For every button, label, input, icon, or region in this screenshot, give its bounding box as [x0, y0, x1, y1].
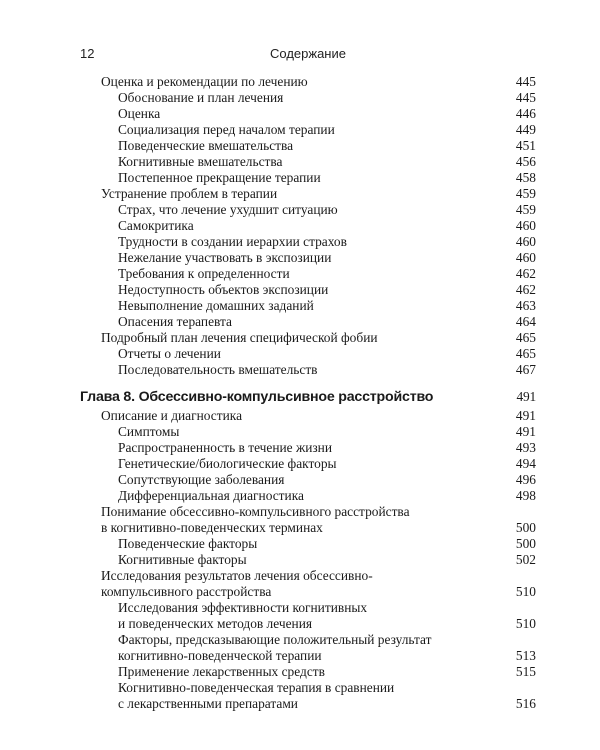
toc-entry — [80, 552, 536, 568]
toc-entry — [80, 138, 536, 154]
running-title: Содержание — [270, 46, 346, 61]
toc-entry — [80, 408, 536, 424]
toc-entry-page: 459 — [515, 202, 536, 217]
toc-entry-title: Невыполнение домашних заданий — [118, 298, 314, 313]
toc-entry-title: Самокритика — [118, 218, 194, 233]
toc-entry-title: Применение лекарственных средств — [118, 664, 325, 679]
running-header — [80, 46, 536, 64]
toc-entry-page: 515 — [515, 664, 536, 679]
toc-entry — [80, 362, 536, 378]
toc-entry-title: Постепенное прекращение терапии — [118, 170, 321, 185]
toc-entry-title: в когнитивно-поведенческих терминах — [101, 520, 323, 535]
toc-entry-page: 460 — [515, 250, 536, 265]
toc-entry — [80, 664, 536, 680]
toc-entry — [80, 106, 536, 122]
toc-entry — [80, 266, 536, 282]
toc-entry — [80, 472, 536, 488]
toc-entry-page: 491 — [515, 408, 536, 423]
toc-entry-title: Требования к определенности — [118, 266, 290, 281]
toc-entry — [80, 330, 536, 346]
toc-entry — [80, 314, 536, 330]
toc-entry-page: 467 — [515, 362, 536, 377]
toc-entry-title: Дифференциальная диагностика — [118, 488, 304, 503]
toc-entry — [80, 282, 536, 298]
toc-entry — [80, 186, 536, 202]
toc-entry-page: 491 — [516, 389, 536, 404]
toc-entry — [80, 456, 536, 472]
toc-entry — [80, 504, 536, 520]
toc-entry-title: Отчеты о лечении — [118, 346, 221, 361]
toc-entry-title: когнитивно-поведенческой терапии — [118, 648, 322, 663]
toc-entry — [80, 218, 536, 234]
toc-entry-title: с лекарственными препаратами — [118, 696, 298, 711]
toc-entry — [80, 154, 536, 170]
toc-entry-page: 451 — [515, 138, 536, 153]
toc-entry-title: Страх, что лечение ухудшит ситуацию — [118, 202, 338, 217]
toc-entry — [80, 170, 536, 186]
toc-entry-title: Подробный план лечения специфической фобии — [101, 330, 378, 345]
toc-entry-title: Распространенность в течение жизни — [118, 440, 333, 455]
toc-entry — [80, 520, 536, 536]
toc-entry-page: 449 — [515, 122, 536, 137]
toc-entry-page: 498 — [515, 488, 536, 503]
toc-entry-title: Нежелание участвовать в экспозиции — [118, 250, 332, 265]
toc-entry — [80, 616, 536, 632]
toc-entry-title: Опасения терапевта — [118, 314, 232, 329]
toc-entry-title: Глава 8. Обсессивно-компульсивное расстройство — [80, 389, 434, 405]
toc-entry-title: компульсивного расстройства — [101, 584, 272, 599]
toc-entry-page: 502 — [515, 552, 536, 567]
toc-entry-title: Оценка и рекомендации по лечению — [101, 74, 308, 89]
toc-entry — [80, 632, 536, 648]
toc-entry-title: Поведенческие факторы — [118, 536, 258, 551]
toc-entry-title: Исследования результатов лечения обсессивно- — [101, 568, 373, 583]
toc-entry-page: 493 — [515, 440, 536, 455]
toc-entry-title: Симптомы — [118, 424, 180, 439]
toc-entry — [80, 536, 536, 552]
toc-entry-title: Социализация перед началом терапии — [118, 122, 335, 137]
toc-entry — [80, 440, 536, 456]
toc-entry-page: 458 — [515, 170, 536, 185]
toc-entry-page: 491 — [515, 424, 536, 439]
toc-entry-page: 510 — [515, 616, 536, 631]
toc-entry-page: 465 — [515, 346, 536, 361]
toc-entry — [80, 488, 536, 504]
toc-entry — [80, 568, 536, 584]
page-number: 12 — [80, 46, 95, 61]
toc-entry-page: 516 — [515, 696, 536, 711]
toc-entry-title: Понимание обсессивно-компульсивного расстройства — [101, 504, 410, 519]
toc-entry-title: Сопутствующие заболевания — [118, 472, 285, 487]
toc-entry-page: 464 — [515, 314, 536, 329]
toc-entry — [80, 202, 536, 218]
toc-entry-page: 465 — [515, 330, 536, 345]
toc-entry-title: Факторы, предсказывающие положительный результат — [118, 632, 432, 647]
toc-entry — [80, 74, 536, 90]
toc-entry-title: Недоступность объектов экспозиции — [118, 282, 329, 297]
toc-entry-page: 463 — [515, 298, 536, 313]
toc-entry-title: Когнитивно-поведенческая терапия в сравнении — [118, 680, 395, 695]
toc-entry-page: 446 — [515, 106, 536, 121]
chapter-heading — [80, 388, 536, 406]
toc-entry — [80, 346, 536, 362]
toc-entry-page: 513 — [515, 648, 536, 663]
toc-entry — [80, 696, 536, 712]
toc-entry-title: Описание и диагностика — [101, 408, 243, 423]
toc-entry-title: Когнитивные вмешательства — [118, 154, 283, 169]
table-of-contents — [80, 74, 536, 712]
toc-entry-page: 494 — [515, 456, 536, 471]
toc-entry-page: 462 — [515, 282, 536, 297]
toc-entry — [80, 584, 536, 600]
toc-entry — [80, 298, 536, 314]
toc-entry-title: и поведенческих методов лечения — [118, 616, 313, 631]
toc-entry-page: 500 — [515, 536, 536, 551]
toc-entry-page: 462 — [515, 266, 536, 281]
toc-entry-page: 460 — [515, 218, 536, 233]
toc-entry-page: 460 — [515, 234, 536, 249]
toc-entry — [80, 234, 536, 250]
toc-entry — [80, 424, 536, 440]
toc-entry-title: Генетические/биологические факторы — [118, 456, 337, 471]
toc-entry — [80, 122, 536, 138]
toc-entry-title: Последовательность вмешательств — [118, 362, 318, 377]
toc-entry-page: 445 — [515, 90, 536, 105]
toc-entry-page: 445 — [515, 74, 536, 89]
toc-entry — [80, 600, 536, 616]
toc-entry-title: Когнитивные факторы — [118, 552, 247, 567]
toc-entry-page: 456 — [515, 154, 536, 169]
toc-entry — [80, 680, 536, 696]
toc-entry-title: Устранение проблем в терапии — [101, 186, 278, 201]
toc-entry-title: Поведенческие вмешательства — [118, 138, 294, 153]
toc-entry-title: Трудности в создании иерархии страхов — [118, 234, 347, 249]
toc-entry-page: 500 — [515, 520, 536, 535]
toc-entry — [80, 90, 536, 106]
toc-entry-title: Оценка — [118, 106, 161, 121]
toc-entry — [80, 250, 536, 266]
toc-entry — [80, 648, 536, 664]
toc-entry-page: 510 — [515, 584, 536, 599]
toc-entry-page: 459 — [515, 186, 536, 201]
toc-entry-title: Исследования эффективности когнитивных — [118, 600, 368, 615]
toc-entry-title: Обоснование и план лечения — [118, 90, 284, 105]
toc-entry-page: 496 — [515, 472, 536, 487]
